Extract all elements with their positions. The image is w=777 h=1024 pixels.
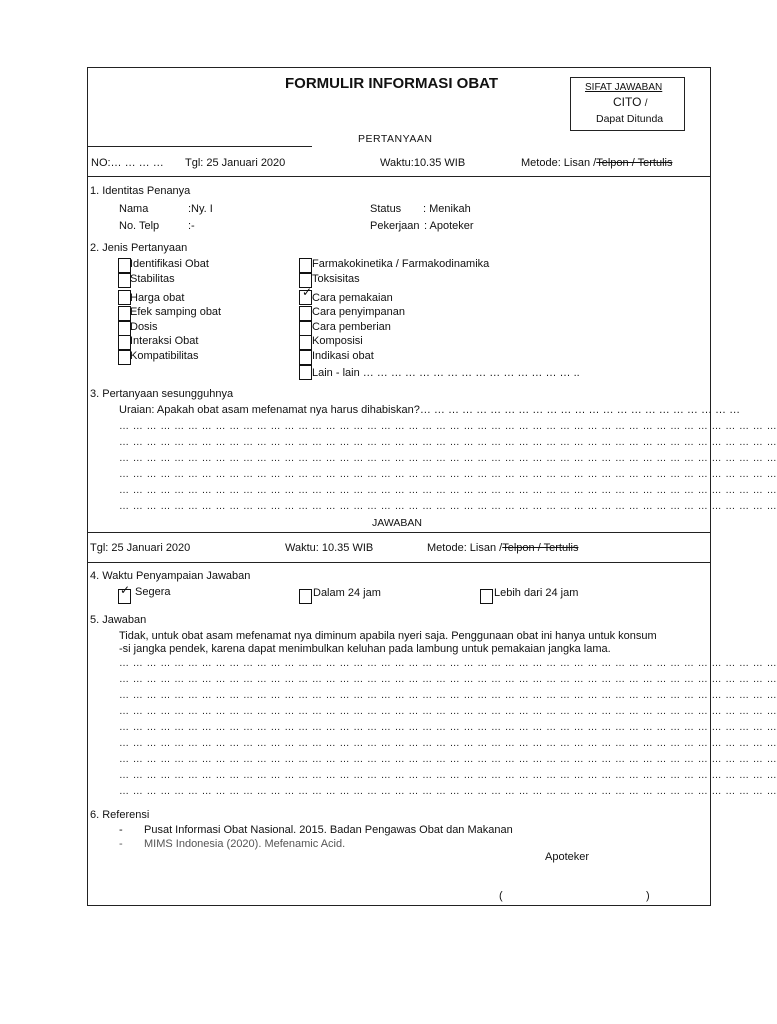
question-date: Tgl: 25 Januari 2020: [185, 157, 286, 169]
divider-meta: [88, 176, 710, 177]
signature-open-paren: (: [499, 890, 503, 902]
uraian-text: Uraian: Apakah obat asam mefenamat nya harus dihabiskan?… … … … … … … … … … … … … … … … … … … … … … …: [119, 404, 741, 416]
waktu-penyampaian-heading: 4. Waktu Penyampaian Jawaban: [90, 570, 251, 582]
jenis-right-item: Cara penyimpanan: [312, 306, 405, 318]
jenis-left-item: Efek samping obat: [130, 306, 222, 318]
jenis-right-item: Cara pemakaian: [312, 292, 393, 304]
jawaban-dotted-line: … … … … … … … … … … … … … … … … … … … … … … … … … … … … … … … … … … … … … … … … … … … … … … … …: [119, 754, 777, 765]
answer-time: Waktu: 10.35 WIB: [285, 542, 374, 554]
signature-close-paren: ): [646, 890, 650, 902]
signature-role: Apoteker: [545, 851, 590, 863]
jawaban-dotted-line: … … … … … … … … … … … … … … … … … … … … … … … … … … … … … … … … … … … … … … … … … … … … … … … …: [119, 786, 777, 797]
jenis-left-item: Dosis: [130, 321, 158, 333]
answer-method-struck: Telpon / Tertulis: [502, 542, 579, 554]
jawaban-heading: 5. Jawaban: [90, 614, 147, 626]
check-mark-icon: ✓: [120, 583, 131, 597]
form-frame: [87, 67, 777, 906]
cito-label: CITO: [613, 95, 642, 109]
sifat-jawaban-label: SIFAT JAWABAN: [585, 82, 663, 93]
question-time: Waktu:10.35 WIB: [380, 157, 466, 169]
pekerjaan-value: : Apoteker: [424, 220, 474, 232]
jenis-right-item: Komposisi: [312, 335, 363, 347]
pertanyaan-line: … … … … … … … … … … … … … … … … … … … … … … … … … … … … … … … … … … … … … … … … … … … … … … … …: [119, 437, 777, 448]
jawaban-dotted-line: … … … … … … … … … … … … … … … … … … … … … … … … … … … … … … … … … … … … … … … … … … … … … … … …: [119, 706, 777, 717]
cito-option: [613, 95, 648, 111]
jenis-left-item: Interaksi Obat: [130, 335, 199, 347]
form-title: FORMULIR INFORMASI OBAT: [285, 75, 499, 92]
jenis-heading: 2. Jenis Pertanyaan: [90, 242, 188, 254]
jawaban-dotted-line: … … … … … … … … … … … … … … … … … … … … … … … … … … … … … … … … … … … … … … … … … … … … … … … …: [119, 738, 777, 749]
jenis-right-item: Cara pemberian: [312, 321, 391, 333]
referensi-item: Pusat Informasi Obat Nasional. 2015. Badan Pengawas Obat dan Makanan: [144, 824, 513, 836]
jawaban-dotted-line: … … … … … … … … … … … … … … … … … … … … … … … … … … … … … … … … … … … … … … … … … … … … … … … …: [119, 690, 777, 701]
checkbox-lebih-24-jam[interactable]: [480, 589, 493, 604]
pertanyaan-line: … … … … … … … … … … … … … … … … … … … … … … … … … … … … … … … … … … … … … … … … … … … … … … … …: [119, 453, 777, 464]
jenis-left-item: Stabilitas: [130, 273, 175, 285]
question-method: [521, 157, 672, 170]
jawaban-line-2: -si jangka pendek, karena dapat menimbulkan keluhan pada lambung untuk pemakaian jangka lama.: [119, 643, 611, 655]
identitas-heading: 1. Identitas Penanya: [90, 185, 191, 197]
jenis-right-item: Farmakokinetika / Farmakodinamika: [312, 258, 490, 270]
status-label: Status: [370, 203, 402, 215]
answer-method: [427, 542, 578, 555]
divider-top-left: [88, 146, 312, 147]
jenis-left-item: Harga obat: [130, 292, 185, 304]
option-segera: Segera: [135, 586, 171, 598]
section-pertanyaan: PERTANYAAN: [358, 133, 433, 145]
jenis-left-item: Identifikasi Obat: [130, 258, 209, 270]
answer-method-slash: /: [499, 542, 503, 554]
method-struck: Telpon / Tertulis: [596, 157, 673, 169]
jawaban-line-1: Tidak, untuk obat asam mefenamat nya diminum apabila nyeri saja. Penggunaan obat ini hanya untuk konsum: [119, 630, 657, 642]
nama-label: Nama: [119, 203, 149, 215]
referensi-item: MIMS Indonesia (2020). Mefenamic Acid.: [144, 838, 346, 850]
checkbox-komposisi[interactable]: [299, 335, 312, 350]
jawaban-dotted-line: … … … … … … … … … … … … … … … … … … … … … … … … … … … … … … … … … … … … … … … … … … … … … … … …: [119, 770, 777, 781]
telp-value: :-: [188, 220, 195, 232]
checkbox-cara-pemberian[interactable]: [299, 321, 312, 336]
checkbox-cara-penyimpanan[interactable]: [299, 306, 312, 321]
checkbox-dalam-24-jam[interactable]: [299, 589, 312, 604]
jenis-right-item: Lain - lain … … … … … … … … … … … … … … … ..: [312, 367, 580, 379]
cito-slash: /: [644, 98, 648, 109]
option-dalam-24-jam: Dalam 24 jam: [313, 587, 381, 599]
divider-jawaban-top: [88, 532, 710, 533]
referensi-bullet: -: [119, 838, 123, 850]
form-number: NO:… … … …: [91, 157, 164, 169]
jenis-right-item: Indikasi obat: [312, 350, 374, 362]
answer-method-lisan: Metode: Lisan: [427, 542, 497, 554]
referensi-heading: 6. Referensi: [90, 809, 150, 821]
checkbox-lain-lain[interactable]: [299, 365, 312, 380]
pertanyaan-line: … … … … … … … … … … … … … … … … … … … … … … … … … … … … … … … … … … … … … … … … … … … … … … … …: [119, 421, 777, 432]
sifat-jawaban-box: [570, 77, 685, 131]
jenis-left-item: Kompatibilitas: [130, 350, 199, 362]
checkbox-indikasi-obat[interactable]: [299, 350, 312, 365]
method-lisan: Metode: Lisan: [521, 157, 591, 169]
answer-date: Tgl: 25 Januari 2020: [90, 542, 191, 554]
divider-jawaban-meta: [88, 562, 710, 563]
pertanyaan-heading: 3. Pertanyaan sesungguhnya: [90, 388, 234, 400]
section-jawaban: JAWABAN: [372, 517, 422, 529]
referensi-bullet: -: [119, 824, 123, 836]
jenis-right-item: Toksisitas: [312, 273, 360, 285]
telp-label: No. Telp: [119, 220, 160, 232]
pertanyaan-line: … … … … … … … … … … … … … … … … … … … … … … … … … … … … … … … … … … … … … … … … … … … … … … … …: [119, 501, 777, 512]
nama-value: :Ny. I: [188, 203, 213, 215]
pertanyaan-line: … … … … … … … … … … … … … … … … … … … … … … … … … … … … … … … … … … … … … … … … … … … … … … … …: [119, 469, 777, 480]
jawaban-dotted-line: … … … … … … … … … … … … … … … … … … … … … … … … … … … … … … … … … … … … … … … … … … … … … … … …: [119, 674, 777, 685]
check-mark-icon: ✓: [302, 285, 313, 299]
jawaban-dotted-line: … … … … … … … … … … … … … … … … … … … … … … … … … … … … … … … … … … … … … … … … … … … … … … … …: [119, 722, 777, 733]
status-value: : Menikah: [423, 203, 471, 215]
method-slash: /: [593, 157, 597, 169]
pertanyaan-line: … … … … … … … … … … … … … … … … … … … … … … … … … … … … … … … … … … … … … … … … … … … … … … … …: [119, 485, 777, 496]
pekerjaan-label: Pekerjaan: [370, 220, 420, 232]
option-lebih-24-jam: Lebih dari 24 jam: [494, 587, 579, 599]
checkbox-farmakokinetika[interactable]: [299, 258, 312, 273]
dapat-ditunda-option: Dapat Ditunda: [596, 113, 664, 125]
jawaban-dotted-line: … … … … … … … … … … … … … … … … … … … … … … … … … … … … … … … … … … … … … … … … … … … … … … … …: [119, 658, 777, 669]
